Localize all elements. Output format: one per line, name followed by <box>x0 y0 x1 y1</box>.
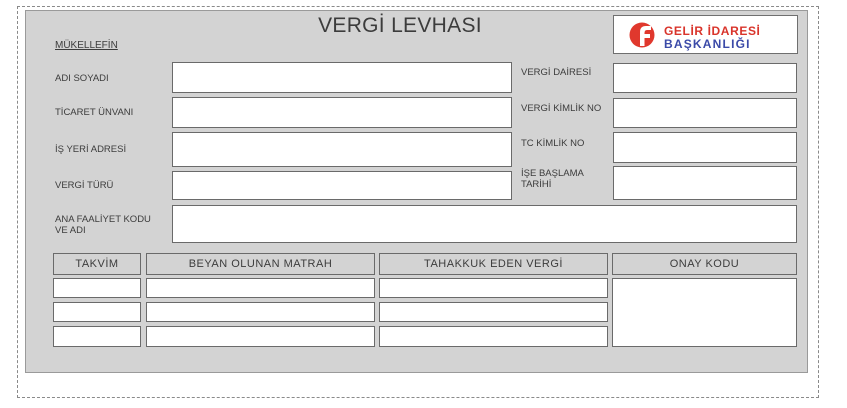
trade-name-field[interactable] <box>172 97 512 128</box>
declared-base-cell[interactable] <box>146 302 375 322</box>
accrued-tax-cell[interactable] <box>379 302 608 322</box>
tax-type-label: VERGİ TÜRÜ <box>55 180 114 191</box>
approval-code-column-header: ONAY KODU <box>612 253 797 275</box>
approval-code-cell[interactable] <box>612 278 797 347</box>
logo-text-line1: GELİR İDARESİ <box>664 24 761 38</box>
declared-base-column-header: BEYAN OLUNAN MATRAH <box>146 253 375 275</box>
start-date-label: İŞE BAŞLAMA TARİHİ <box>521 168 584 190</box>
gib-logo <box>613 15 798 54</box>
calendar-cell[interactable] <box>53 278 141 298</box>
calendar-column-header: TAKVİM <box>53 253 141 275</box>
activity-label: ANA FAALİYET KODU VE ADI <box>55 214 151 236</box>
name-surname-label: ADI SOYADI <box>55 73 109 84</box>
name-surname-field[interactable] <box>172 62 512 93</box>
tax-office-field[interactable] <box>613 63 797 93</box>
tax-type-field[interactable] <box>172 171 512 200</box>
gib-logo-icon <box>627 21 661 49</box>
trade-name-label: TİCARET ÜNVANI <box>55 107 134 118</box>
business-address-label: İŞ YERİ ADRESİ <box>55 144 127 155</box>
tax-id-field[interactable] <box>613 98 797 128</box>
declared-base-cell[interactable] <box>146 278 375 298</box>
declared-base-cell[interactable] <box>146 326 375 347</box>
tax-office-label: VERGİ DAİRESİ <box>521 67 592 78</box>
accrued-tax-cell[interactable] <box>379 278 608 298</box>
accrued-tax-column-header: TAHAKKUK EDEN VERGİ <box>379 253 608 275</box>
calendar-cell[interactable] <box>53 326 141 347</box>
business-address-field[interactable] <box>172 132 512 167</box>
taxpayer-section-label: MÜKELLEFİN <box>55 40 118 51</box>
national-id-label: TC KİMLİK NO <box>521 138 585 149</box>
activity-field[interactable] <box>172 205 797 243</box>
logo-text-line2: BAŞKANLIĞI <box>664 37 751 51</box>
accrued-tax-cell[interactable] <box>379 326 608 347</box>
tax-id-label: VERGİ KİMLİK NO <box>521 103 602 114</box>
calendar-cell[interactable] <box>53 302 141 322</box>
document-title: VERGİ LEVHASI <box>318 14 482 37</box>
start-date-field[interactable] <box>613 166 797 200</box>
national-id-field[interactable] <box>613 132 797 163</box>
